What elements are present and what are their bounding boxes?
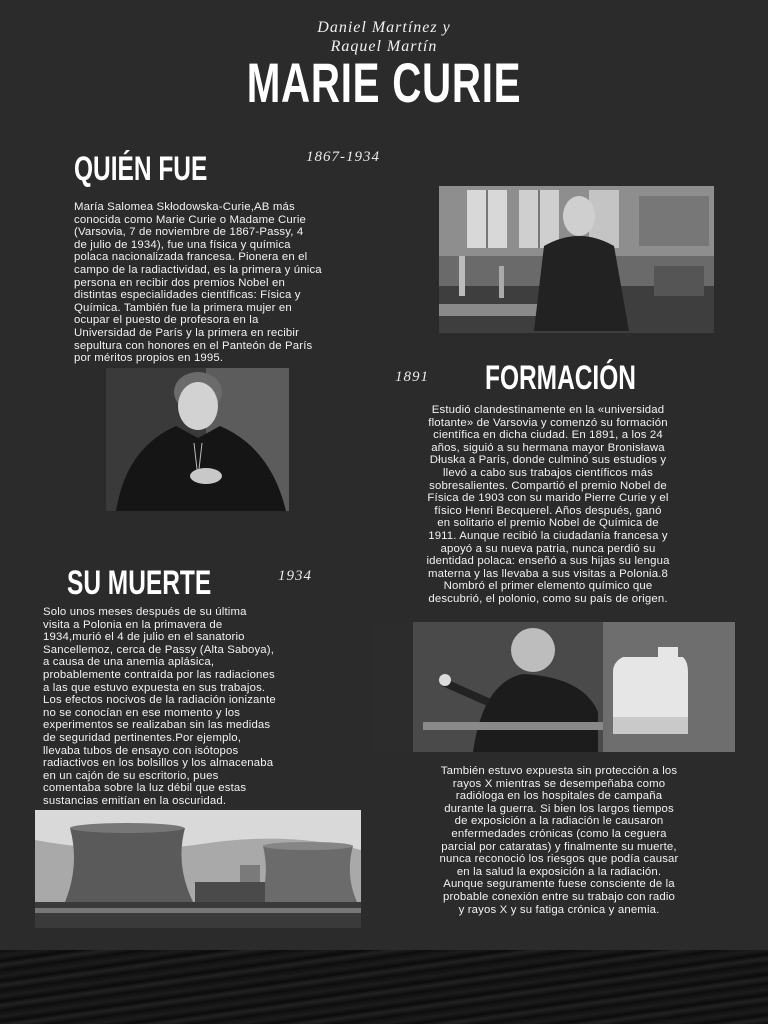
photo-portrait-image: [106, 368, 289, 511]
text-quien-fue: María Salomea Skłodowska-Curie,AB más conocida como Marie Curie o Madame Curie (Varsovia, 7 de noviembre de 1867-Passy, 4 de julio de 1934), fue una física y química polaca nacionalizada francesa. Pionera en el campo de la radiactividad, es la primera y única persona en recibir dos premios Nobel en distintas especialidades científicas: Física y Química. También fue la primera mujer en ocupar el puesto de profesora en la Universidad de París y la primera en recibir sepultura con honores en el Panteón de París por méritos propios en 1995.: [74, 201, 322, 365]
text-rayos-x: También estuvo expuesta sin protección a los rayos X mientras se desempeñaba como radióloga en los hospitales de campaña durante la guerra. Si bien los largos tiempos de exposición a la radiación le causaron enfermedades crónicas (como la ceguera parcial por cataratas) y finalmente su muerte, nunca reconoció los riesgos que podía causar en la salud la exposición a la radiación. Aunque seguramente fuese consciente de la probable conexión entre su trabajo con radio y rayos X y su fatiga crónica y anemia.: [439, 765, 679, 916]
photo-laboratory: [439, 186, 714, 333]
authors-line-1: Daniel Martínez y: [317, 19, 451, 36]
years-quien-fue: 1867-1934: [306, 149, 380, 165]
heading-quien-fue: QUIÉN FUE: [74, 150, 208, 188]
footer-texture: [0, 950, 768, 1024]
page-title: MARIE CURIE: [246, 51, 522, 114]
heading-formacion: FORMACIÓN: [485, 359, 636, 397]
photo-cooling-towers-image: [35, 810, 361, 928]
photo-laboratory-image: [439, 186, 714, 333]
text-formacion: Estudió clandestinamente en la «universidad flotante» de Varsovia y comenzó su formación científica en dicha ciudad. En 1891, a los 24 años, siguió a su hermana mayor Bronisława Dłuska a París, donde culminó sus estudios y llevó a cabo sus trabajos científicos más sobresalientes. Compartió el premio Nobel de Física de 1903 con su marido Pierre Curie y el físico Henri Becquerel. Años después, ganó en solitario el premio Nobel de Química de 1911. Aunque recibió la ciudadanía francesa y apoyó a su nueva patria, nunca perdió su identidad polaca: enseñó a sus hijas su lengua materna y las llevaba a sus visitas a Polonia.8 Nombró el primer elemento químico que descubrió, el polonio, como su país de origen.: [426, 404, 670, 605]
photo-cooling-towers: [35, 810, 361, 928]
year-formacion: 1891: [395, 369, 429, 385]
heading-su-muerte: SU MUERTE: [67, 564, 212, 602]
photo-lab-flask: [373, 622, 735, 752]
year-su-muerte: 1934: [278, 568, 312, 584]
photo-portrait: [106, 368, 289, 511]
photo-lab-flask-image: [373, 622, 735, 752]
text-su-muerte: Solo unos meses después de su última visita a Polonia en la primavera de 1934,murió el 4 de julio en el sanatorio Sancellemoz, cerca de Passy (Alta Saboya), a causa de una anemia aplásica, probablemente contraída por las radiaciones a las que estuvo expuesta en sus trabajos. Los efectos nocivos de la radiación ionizante no se conocían en ese momento y los experimentos se realizaban sin las medidas de seguridad pertinentes.Por ejemplo, llevaba tubos de ensayo con isótopos radiactivos en los bolsillos y los almacenaba en un cajón de su escritorio, pues comentaba sobre la luz débil que estas sustancias emitían en la oscuridad.: [43, 606, 276, 807]
authors-line-2: Raquel Martín: [330, 38, 438, 55]
